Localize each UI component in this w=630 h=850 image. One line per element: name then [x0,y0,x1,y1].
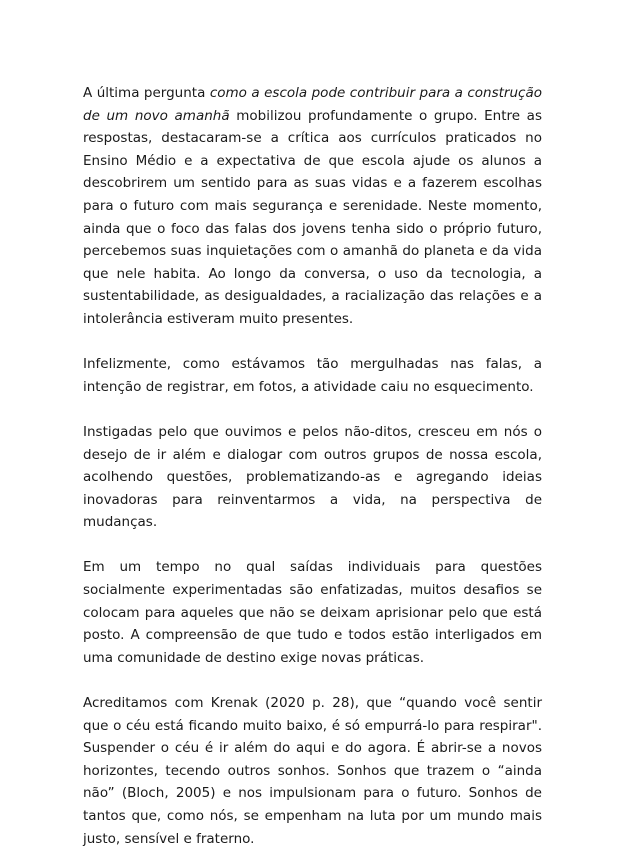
document-page [83,82,542,850]
italic-question-text: como a escola pode contribuir para a construção de um novo amanhã [83,85,542,124]
paragraph-instigated: Instigadas pelo que ouvimos e pelos não-ditos, cresceu em nós o desejo de ir além e dialogar com outros grupos de nossa escola, acolhendo questões, problematizando-as e agregando ideias inovadoras para reinventarmos a vida, na perspectiva de mudanças. [83,423,542,531]
paragraph-lead-text: A última pergunta [83,85,210,101]
paragraph-individual-solutions: Em um tempo no qual saídas individuais para questões socialmente experimentadas são enfatizadas, muitos desafios se colocam para aqueles que não se deixam aprisionar pelo que está posto. A compreensão de que tudo e todos estão interligados em uma comunidade de destino exige novas práticas. [83,559,542,666]
paragraph-photos-forgotten: Infelizmente, como estávamos tão mergulhadas nas falas, a intenção de registrar, em fotos, a atividade caiu no esquecimento. [83,356,542,395]
paragraph-krenak-quote: Acreditamos com Krenak (2020 p. 28), que “quando você sentir que o céu está ficando muito baixo, é só empurrá-lo para respirar". Suspender o céu é ir além do aqui e do agora. É abrir-se a novos horizontes, tecendo outros sonhos. Sonhos que trazem o “ainda não” (Bloch, 2005) e nos impulsionam para o futuro. Sonhos de tantos que, como nós, se empenham na luta por um mundo mais justo, sensível e fraterno. [83,695,542,847]
paragraph-body-text: mobilizou profundamente o grupo. Entre as respostas, destacaram-se a crítica aos currículos praticados no Ensino Médio e a expectativa de que escola ajude os alunos a descobrirem um sentido para as suas vidas e a fazerem escolhas para o futuro com mais segurança e serenidade. Neste momento, ainda que o foco das falas dos jovens tenha sido o próprio futuro, percebemos suas inquietações com o amanhã do planeta e da vida que nele habita. Ao longo da conversa, o uso da tecnologia, a sustentabilidade, as desigualdades, a racialização das relações e a intolerância estiveram muito presentes. [83,107,542,327]
paragraph-last-question [83,82,542,331]
